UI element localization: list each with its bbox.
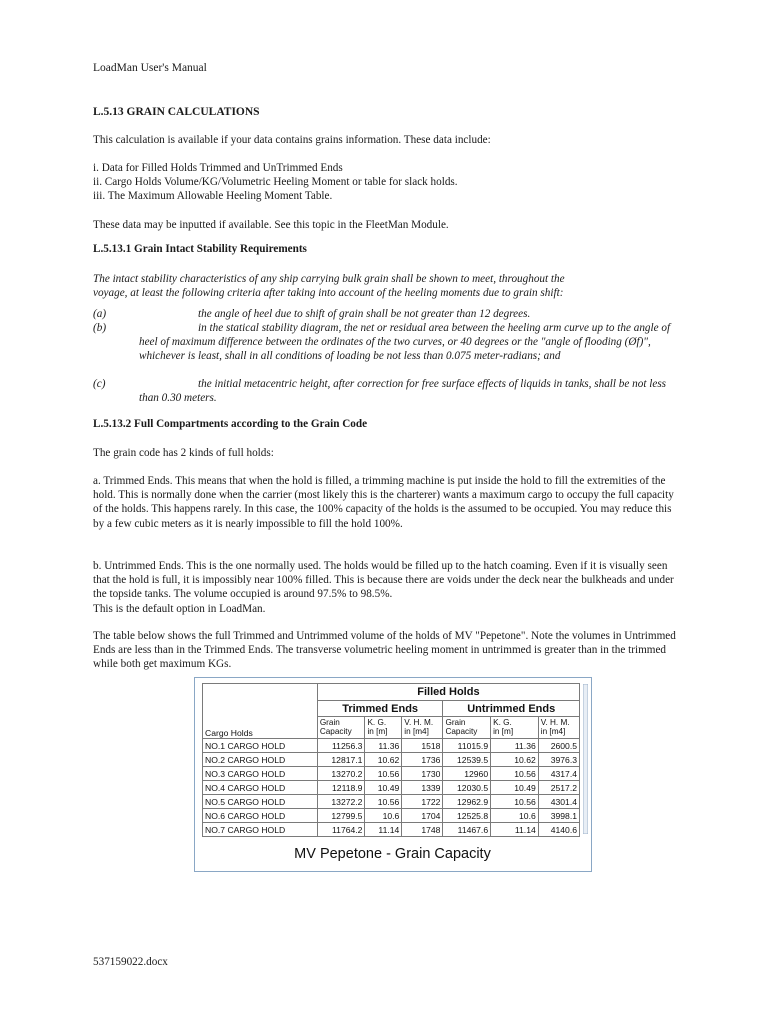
table-cell: 4301.4 <box>538 795 579 809</box>
table-cell: 1722 <box>402 795 443 809</box>
running-header: LoadMan User's Manual <box>93 62 207 74</box>
column-header: Grain Capacity <box>443 717 491 739</box>
table-cell: 4140.6 <box>538 823 579 837</box>
table-row <box>203 823 580 837</box>
table-cell: 10.56 <box>365 767 402 781</box>
grain-capacity-figure <box>194 677 592 872</box>
table-cell: 11764.2 <box>317 823 365 837</box>
grain-capacity-table <box>202 683 580 837</box>
table-row <box>203 739 580 753</box>
table-cell: 12539.5 <box>443 753 491 767</box>
data-list <box>93 161 683 204</box>
criterion-a <box>93 307 683 321</box>
criterion-b <box>93 321 683 364</box>
table-cell: 10.62 <box>365 753 402 767</box>
cargo-holds-header: Cargo Holds <box>203 717 318 739</box>
trimmed-ends-header: Trimmed Ends <box>317 701 443 717</box>
table-row <box>203 753 580 767</box>
table-cell: 11467.6 <box>443 823 491 837</box>
table-cell: 10.56 <box>491 767 539 781</box>
table-cell: 3998.1 <box>538 809 579 823</box>
criterion-text: the angle of heel due to shift of grain shall be not greater than 12 degrees. <box>198 308 531 320</box>
criterion-c <box>93 377 683 405</box>
table-cell: 12030.5 <box>443 781 491 795</box>
criterion-label: (b) <box>93 322 107 334</box>
table-cell: 12799.5 <box>317 809 365 823</box>
figure-caption: MV Pepetone - Grain Capacity <box>294 846 491 862</box>
table-row <box>203 781 580 795</box>
table-cell: 10.49 <box>365 781 402 795</box>
cargo-hold-cell: NO.6 CARGO HOLD <box>203 809 318 823</box>
table-cell: 1339 <box>402 781 443 795</box>
cargo-hold-cell: NO.5 CARGO HOLD <box>203 795 318 809</box>
table-cell: 3976.3 <box>538 753 579 767</box>
table-cell: 11256.3 <box>317 739 365 753</box>
table-cell: 2600.5 <box>538 739 579 753</box>
section-intro: This calculation is available if your data contains grains information. These data include: <box>93 134 491 146</box>
cargo-hold-cell: NO.2 CARGO HOLD <box>203 753 318 767</box>
column-header: K. G. in [m] <box>365 717 402 739</box>
table-row <box>203 809 580 823</box>
criterion-label: (c) <box>93 378 106 390</box>
table-body <box>203 739 580 837</box>
table-cell: 13272.2 <box>317 795 365 809</box>
table-cell: 1748 <box>402 823 443 837</box>
filled-holds-header: Filled Holds <box>317 684 579 701</box>
table-cell: 11.36 <box>491 739 539 753</box>
table-cell: 10.6 <box>365 809 402 823</box>
table-row <box>203 767 580 781</box>
column-header: V. H. M. in [m4] <box>402 717 443 739</box>
table-cell: 10.56 <box>491 795 539 809</box>
table-cell: 11015.9 <box>443 739 491 753</box>
table-cell: 1518 <box>402 739 443 753</box>
table-intro-paragraph: The table below shows the full Trimmed and Untrimmed volume of the holds of MV "Pepetone". Note the volumes in Untrimmed Ends are less than in the Trimmed Ends. The transverse volumetric heeling moment in untrimmed is greater than in the trimmed while both get maximum KGs. <box>93 630 676 671</box>
table-column-row <box>203 717 580 739</box>
table-cell: 10.56 <box>365 795 402 809</box>
criterion-text: the initial metacentric height, after correction for free surface effects of liquids in tanks, shall be not less than 0.30 meters. <box>139 378 667 405</box>
data-list-item: i. Data for Filled Holds Trimmed and UnTrimmed Ends <box>93 162 343 174</box>
table-cell: 12525.8 <box>443 809 491 823</box>
blank-cell <box>203 701 318 717</box>
table-group-row <box>203 701 580 717</box>
input-note: These data may be inputted if available. See this topic in the FleetMan Module. <box>93 219 449 231</box>
scrollbar <box>583 684 588 834</box>
criterion-label: (a) <box>93 308 107 320</box>
data-list-item: ii. Cargo Holds Volume/KG/Volumetric Heeling Moment or table for slack holds. <box>93 176 458 189</box>
cargo-hold-cell: NO.3 CARGO HOLD <box>203 767 318 781</box>
table-cell: 12962.9 <box>443 795 491 809</box>
footer-filename: 537159022.docx <box>93 956 168 968</box>
table-cell: 2517.2 <box>538 781 579 795</box>
table-cell: 4317.4 <box>538 767 579 781</box>
table-cell: 10.6 <box>491 809 539 823</box>
cargo-hold-cell: NO.7 CARGO HOLD <box>203 823 318 837</box>
table-cell: 1736 <box>402 753 443 767</box>
data-list-item: iii. The Maximum Allowable Heeling Moment Table. <box>93 190 333 203</box>
table-cell: 10.62 <box>491 753 539 767</box>
blank-cell <box>203 684 318 701</box>
table-cell: 11.14 <box>365 823 402 837</box>
table-cell: 13270.2 <box>317 767 365 781</box>
section-title: L.5.13 GRAIN CALCULATIONS <box>93 106 260 118</box>
untrimmed-ends-header: Untrimmed Ends <box>443 701 580 717</box>
grain-code-intro: The grain code has 2 kinds of full holds: <box>93 447 274 459</box>
table-row <box>203 795 580 809</box>
table-cell: 10.49 <box>491 781 539 795</box>
subsection-title-compartments: L.5.13.2 Full Compartments according to the Grain Code <box>93 418 368 430</box>
table-cell: 1704 <box>402 809 443 823</box>
criterion-text: in the statical stability diagram, the net or residual area between the heeling arm curve up to the angle of heel of maximum difference between the ordinates of the two curves, or 40 degrees or the "angle of flooding (Øf)", whichever is least, shall in all conditions of loading be not less than 0.075 meter-radians; and <box>139 322 671 363</box>
column-header: K. G. in [m] <box>491 717 539 739</box>
table-cell: 1730 <box>402 767 443 781</box>
table-cell: 11.14 <box>491 823 539 837</box>
table-cell: 11.36 <box>365 739 402 753</box>
table-cell: 12817.1 <box>317 753 365 767</box>
cargo-hold-cell: NO.4 CARGO HOLD <box>203 781 318 795</box>
stability-intro: The intact stability characteristics of any ship carrying bulk grain shall be shown to meet, throughout the voyage, at least the following criteria after taking into account of the heeling moments due to grain shift: <box>93 273 565 300</box>
column-header: V. H. M. in [m4] <box>538 717 579 739</box>
trimmed-ends-paragraph: a. Trimmed Ends. This means that when the hold is filled, a trimming machine is put inside the hold to fill the extremities of the hold. This is normally done when the carrier (most likely this is the charterer) wants a maximum cargo to occupy the full capacity of the holds. This happens rarely. In this case, the 100% capacity of the holds is the assumed to be occupied. You may reduce this by a few cubic meters as it is nearly impossible to fill the hold 100%. <box>93 475 674 530</box>
subsection-title-stability: L.5.13.1 Grain Intact Stability Requirements <box>93 243 307 255</box>
untrimmed-ends-paragraph: b. Untrimmed Ends. This is the one normally used. The holds would be filled up to the hatch coaming. Even if it is visually seen that the hold is full, it is impossibly near 100% filled. This is because there are voids under the deck near the bulkheads and under the topside tanks. The volume occupied is around 97.5% to 98.5%. This is the default option in LoadMan. <box>93 560 674 615</box>
cargo-hold-cell: NO.1 CARGO HOLD <box>203 739 318 753</box>
column-header: Grain Capacity <box>317 717 365 739</box>
grain-capacity-table-wrap <box>202 683 580 837</box>
table-cell: 12118.9 <box>317 781 365 795</box>
table-header-row <box>203 684 580 701</box>
table-cell: 12960 <box>443 767 491 781</box>
